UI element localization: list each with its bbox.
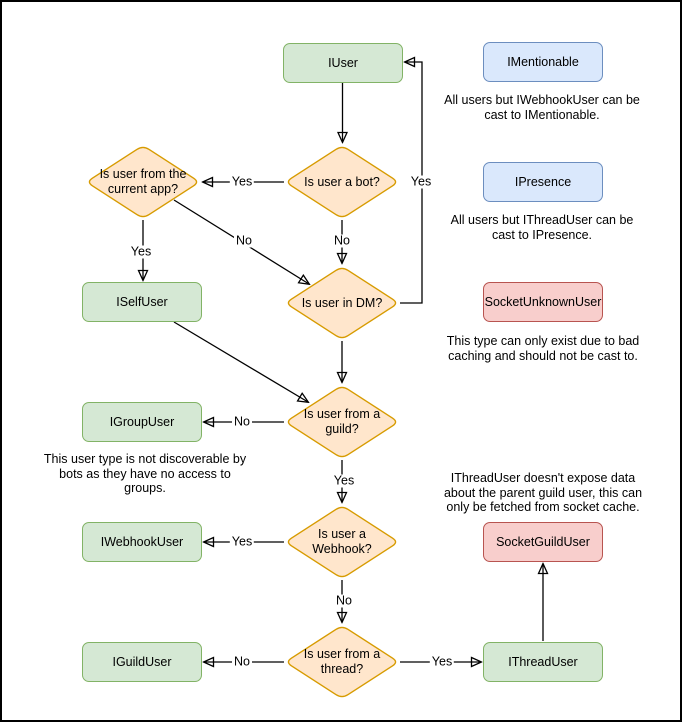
note-line: All users but IWebhookUser can be bbox=[444, 93, 640, 107]
note-line: This user type is not discoverable by bbox=[43, 452, 247, 466]
edge-label-thread-yes: Yes bbox=[431, 654, 453, 669]
node-imentionable bbox=[483, 42, 603, 82]
decision-label: Is user a bot? bbox=[304, 174, 380, 189]
node-label: IGuildUser bbox=[112, 655, 172, 669]
node-label: IMentionable bbox=[507, 55, 579, 69]
node-iwebhookuser bbox=[82, 522, 202, 562]
note-imentionable bbox=[392, 93, 682, 122]
decision-from-guild bbox=[284, 384, 400, 460]
node-ithreaduser bbox=[483, 642, 603, 682]
note-line: cast to IPresence. bbox=[491, 227, 593, 242]
note-line: IThreadUser doesn't expose data bbox=[450, 471, 636, 485]
node-label: IPresence bbox=[514, 175, 572, 189]
node-iselfuser bbox=[82, 282, 202, 322]
note-line: This type can only exist due to bad bbox=[446, 334, 640, 348]
node-igroupuser bbox=[82, 402, 202, 442]
decision-from-thread bbox=[284, 624, 400, 700]
edge-label-guild-no: No bbox=[234, 414, 250, 429]
edge-label-dm-yes: Yes bbox=[410, 174, 432, 189]
edge-label-webhook-no: No bbox=[336, 593, 352, 608]
decision-label: Is user from the current app? bbox=[99, 167, 187, 196]
edge-label-current-app-yes: Yes bbox=[130, 244, 152, 259]
node-socket-unknown-user bbox=[483, 282, 603, 322]
note-line: only be fetched from socket cache. bbox=[446, 500, 640, 514]
note-ipresence bbox=[392, 213, 682, 242]
note-line: caching and should not be cast to. bbox=[448, 348, 638, 363]
edge-label-thread-no: No bbox=[234, 654, 250, 669]
node-label: ISelfUser bbox=[116, 295, 168, 309]
decision-from-current-app bbox=[85, 144, 201, 220]
note-ithread bbox=[393, 471, 682, 515]
note-line: groups. bbox=[124, 481, 166, 495]
decision-in-dm bbox=[284, 265, 400, 341]
node-iuser bbox=[283, 43, 403, 83]
decision-is-bot bbox=[284, 144, 400, 220]
node-label: IUser bbox=[328, 56, 358, 70]
node-label: SocketGuildUser bbox=[496, 535, 590, 549]
decision-label: Is user from a guild? bbox=[303, 407, 381, 436]
note-igroup bbox=[0, 452, 295, 496]
edge-label-webhook-yes: Yes bbox=[231, 534, 253, 549]
note-line: All users but IThreadUser can be bbox=[450, 213, 634, 227]
note-line: about the parent guild user, this can bbox=[443, 485, 643, 500]
note-line: cast to IMentionable. bbox=[484, 107, 600, 122]
decision-is-webhook bbox=[284, 504, 400, 580]
node-label: SocketUnknownUser bbox=[484, 295, 602, 309]
node-ipresence bbox=[483, 162, 603, 202]
edge-label-current-app-no: No bbox=[236, 233, 252, 248]
node-label: IGroupUser bbox=[109, 415, 175, 429]
node-socketguilduser bbox=[483, 522, 603, 562]
decision-label: Is user in DM? bbox=[301, 295, 383, 310]
decision-label: Is user a Webhook? bbox=[312, 527, 372, 556]
node-iguilduser bbox=[82, 642, 202, 682]
decision-label: Is user from a thread? bbox=[303, 647, 381, 676]
note-line: bots as they have no access to bbox=[59, 466, 231, 481]
note-socket-unknown bbox=[393, 334, 682, 363]
edge-label-bot-yes: Yes bbox=[231, 174, 253, 189]
node-label: IWebhookUser bbox=[100, 535, 184, 549]
node-label: IThreadUser bbox=[508, 655, 578, 669]
edge-label-bot-no: No bbox=[334, 233, 350, 248]
edge-label-guild-yes: Yes bbox=[333, 473, 355, 488]
